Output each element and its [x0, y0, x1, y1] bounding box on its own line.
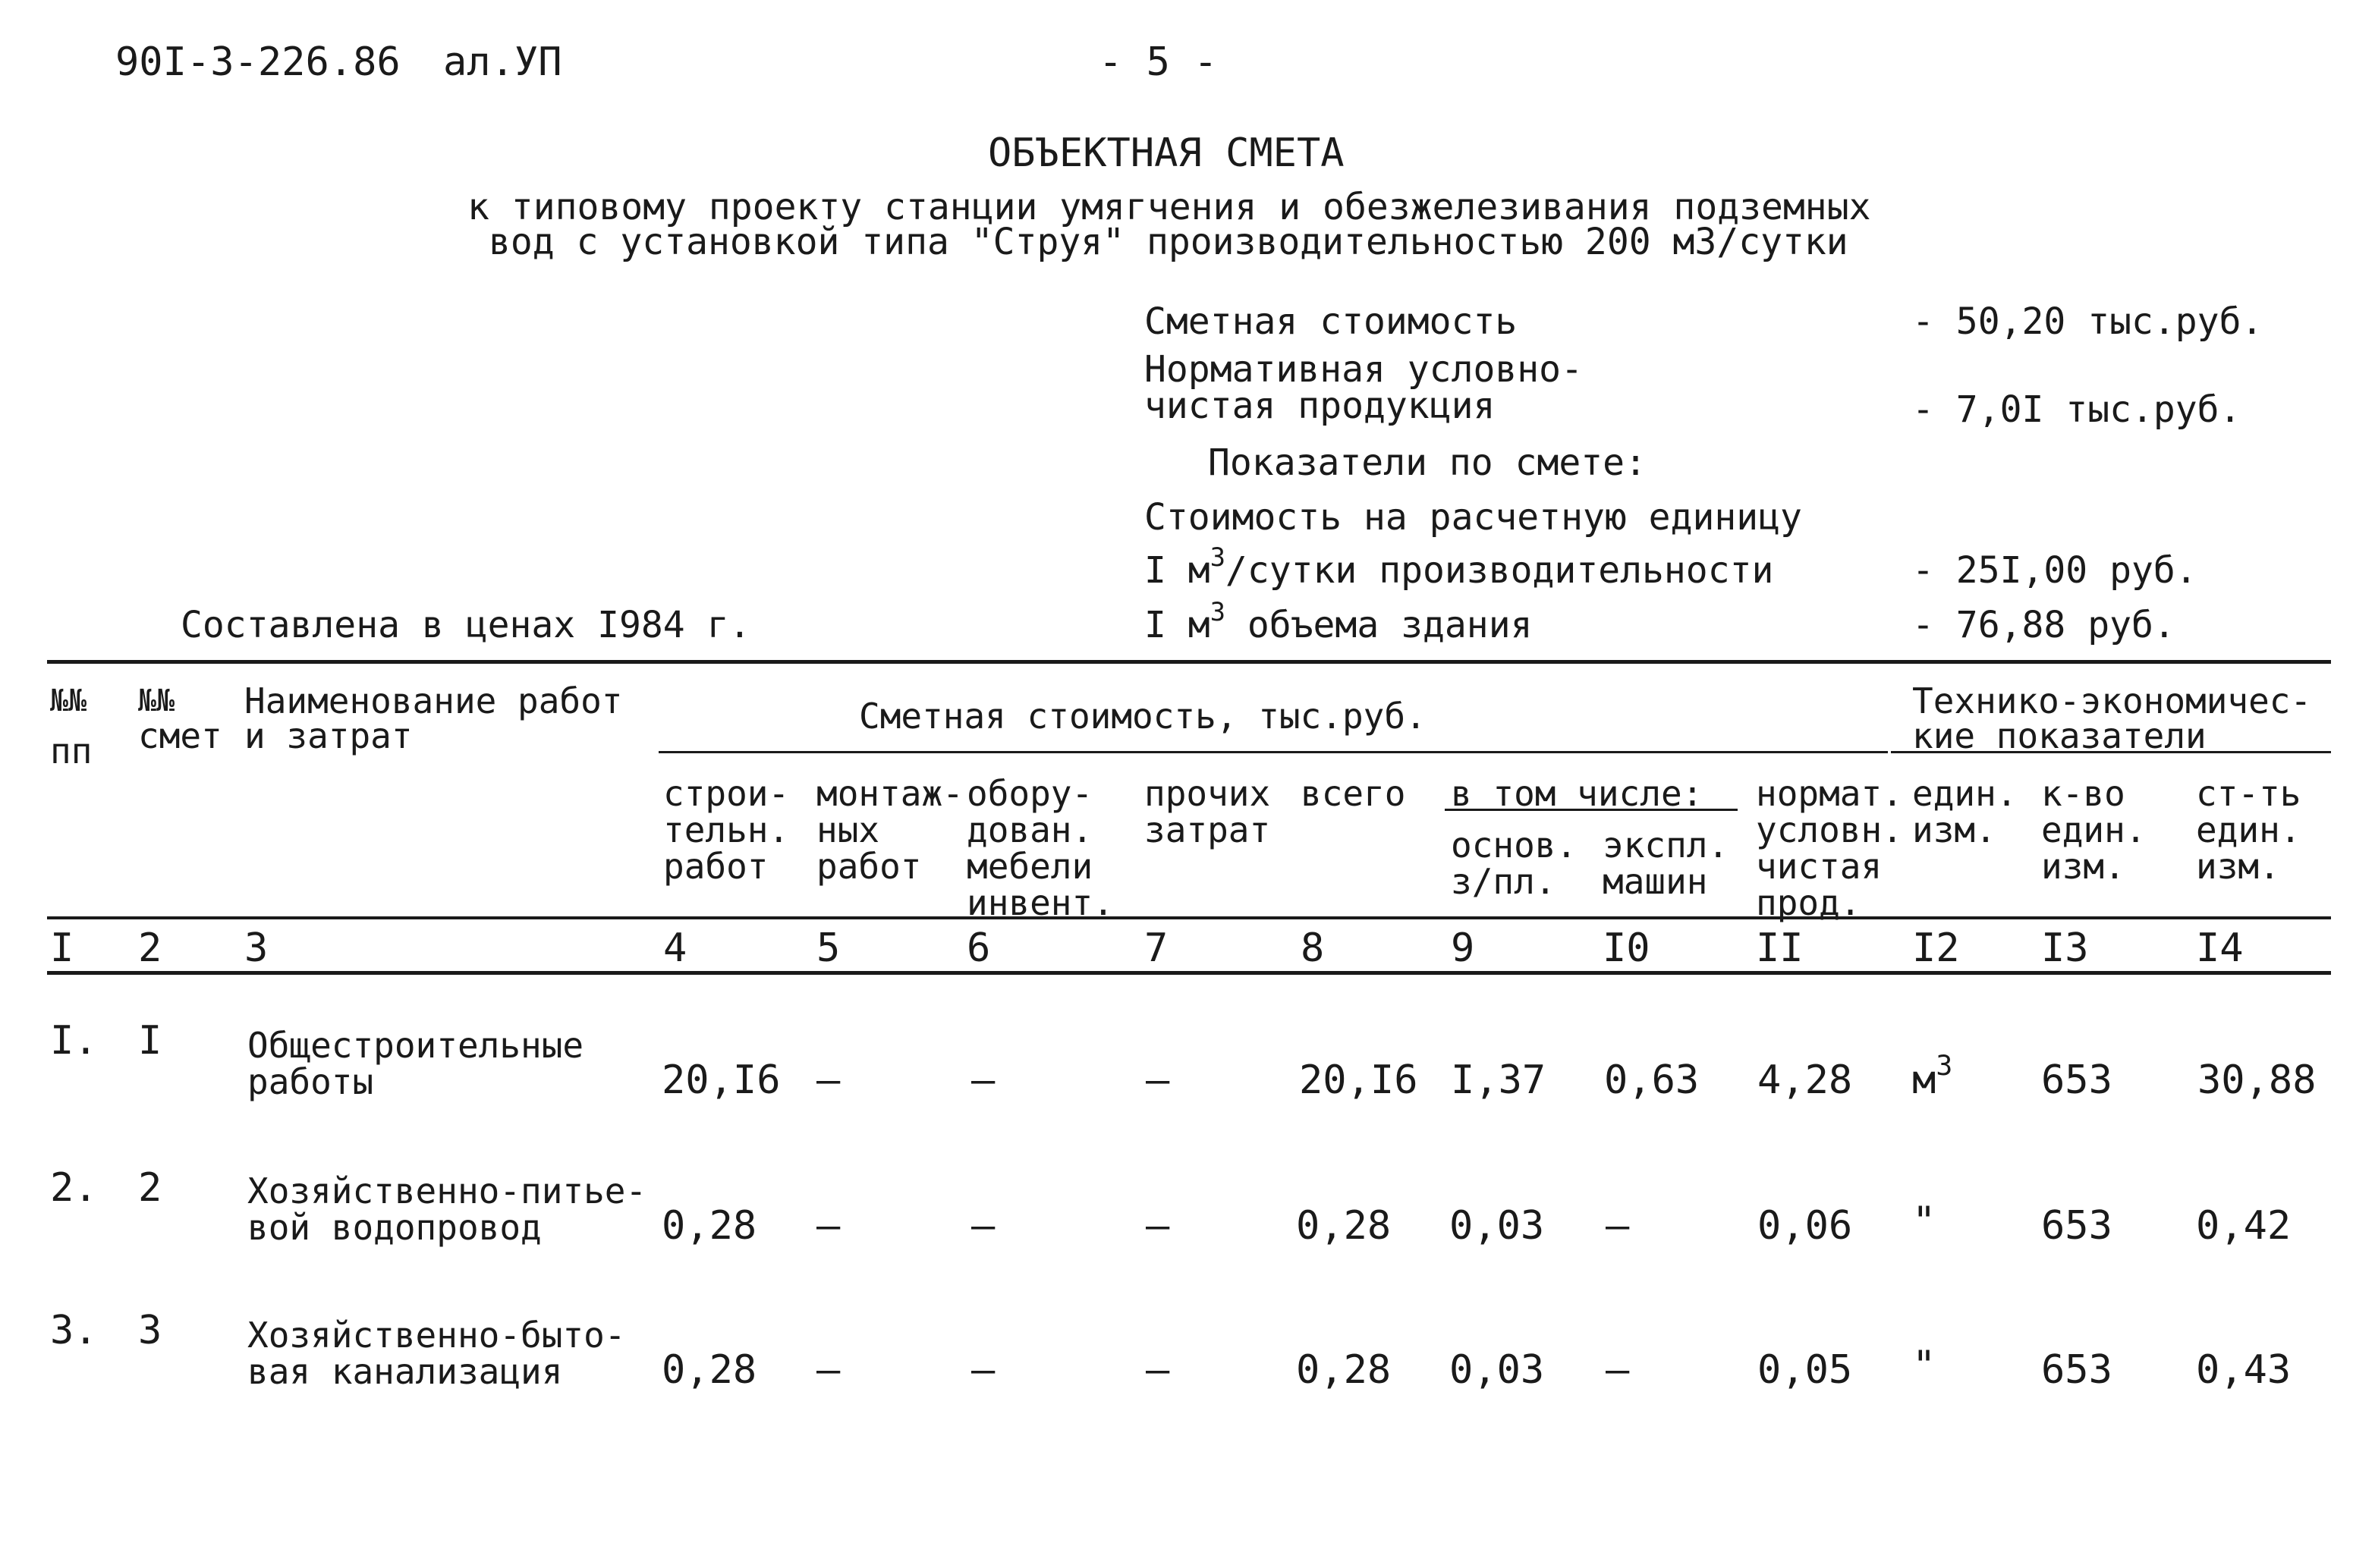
header-col8: всего	[1301, 773, 1406, 814]
document-code: 90I-3-226.86	[115, 39, 401, 85]
column-number-10: I0	[1603, 925, 1650, 971]
header-name-line-1: Наименование работ	[244, 680, 623, 721]
row-c12: $м^3$	[1912, 1049, 1953, 1103]
header-bottom-rule	[47, 916, 2331, 919]
cost-group-rule	[659, 751, 1888, 753]
row-c8: 0,28	[1296, 1347, 1392, 1393]
row-c13: 653	[2041, 1057, 2112, 1103]
header-col5: монтаж- ных работ	[816, 773, 964, 887]
normative-label-2: чистая продукция	[1144, 385, 1496, 427]
column-number-8: 8	[1301, 925, 1325, 971]
normative-label-1: Нормативная условно-	[1144, 348, 1583, 391]
per-m3-volume-value: - 76,88 руб.	[1912, 604, 2175, 646]
header-num-line-1: №№	[50, 683, 87, 718]
row-c14: 0,42	[2196, 1203, 2292, 1249]
row-c5: –	[816, 1203, 841, 1249]
row-number: 3.	[50, 1308, 98, 1353]
prices-note: Составлена в ценах I984 г.	[181, 604, 751, 646]
row-c5: –	[816, 1347, 841, 1393]
row-c13: 653	[2041, 1203, 2112, 1249]
header-col9: основ. з/пл.	[1451, 825, 1578, 902]
row-c10: –	[1606, 1347, 1630, 1393]
row-c4: 0,28	[662, 1347, 757, 1393]
header-col12: един. изм.	[1912, 773, 2018, 850]
header-col11: нормат. условн. чистая прод.	[1756, 773, 1903, 923]
row-c6: –	[971, 1057, 996, 1103]
page-number: - 5 -	[1099, 39, 1218, 85]
row-number: I.	[50, 1018, 98, 1064]
row-smeta: 2	[138, 1165, 162, 1211]
column-number-1: I	[50, 925, 74, 971]
row-c10: –	[1606, 1203, 1630, 1249]
column-number-4: 4	[663, 925, 687, 971]
column-number-9: 9	[1451, 925, 1475, 971]
column-number-5: 5	[816, 925, 841, 971]
column-number-12: I2	[1912, 925, 1960, 971]
per-m3-day-value: - 25I,00 руб.	[1912, 549, 2197, 592]
header-tech-group-line-1: Технико-экономичес-	[1912, 680, 2312, 721]
header-sub-group: в том числе:	[1451, 773, 1703, 814]
per-m3-volume-label: I $м^3$ объема здания	[1144, 596, 1533, 646]
header-col4: строи- тельн. работ	[663, 773, 790, 887]
row-number: 2.	[50, 1165, 98, 1211]
row-c4: 20,I6	[662, 1057, 781, 1103]
row-c7: –	[1146, 1203, 1170, 1249]
row-name: Общестроительные работы	[247, 1025, 584, 1102]
row-c10: 0,63	[1604, 1057, 1700, 1103]
row-c8: 0,28	[1296, 1203, 1392, 1249]
row-c5: –	[816, 1057, 841, 1103]
header-num-line-2: пп	[50, 731, 93, 771]
row-c7: –	[1146, 1347, 1170, 1393]
column-number-14: I4	[2196, 925, 2244, 971]
row-smeta: 3	[138, 1308, 162, 1353]
unit-cost-label: Стоимость на расчетную единицу	[1144, 496, 1802, 539]
column-number-11: II	[1756, 925, 1804, 971]
estimated-cost-label: Сметная стоимость	[1144, 300, 1518, 343]
header-col7: прочих затрат	[1144, 773, 1271, 850]
row-name: Хозяйственно-быто- вая канализация	[247, 1315, 626, 1392]
header-smeta-line-1: №№	[138, 683, 175, 718]
document-title: ОБЪЕКТНАЯ СМЕТА	[988, 130, 1345, 176]
row-c12: "	[1912, 1199, 1936, 1244]
column-number-2: 2	[138, 925, 162, 971]
row-name: Хозяйственно-питье- вой водопровод	[247, 1171, 647, 1248]
title-line-2: вод с установкой типа "Струя" производительностью 200 м3/сутки	[489, 221, 1848, 263]
column-number-6: 6	[967, 925, 991, 971]
table-top-rule	[47, 660, 2331, 664]
row-c11: 4,28	[1757, 1057, 1853, 1103]
column-numbers-rule	[47, 971, 2331, 975]
per-m3-day-label: I $м^3$/сутки производительности	[1144, 542, 1774, 592]
row-c12: "	[1912, 1343, 1936, 1388]
row-c14: 0,43	[2196, 1347, 2292, 1393]
normative-value: - 7,0I тыс.руб.	[1912, 388, 2241, 431]
row-c4: 0,28	[662, 1203, 757, 1249]
header-col6: обору- дован. мебели инвент.	[967, 773, 1114, 923]
header-col13: к-во един. изм.	[2041, 773, 2147, 887]
header-col10: экспл. машин	[1603, 825, 1729, 902]
row-c14: 30,88	[2197, 1057, 2317, 1103]
header-col14: ст-ть един. изм.	[2196, 773, 2301, 887]
column-number-7: 7	[1144, 925, 1169, 971]
row-c9: 0,03	[1449, 1203, 1545, 1249]
title-line-1: к типовому проекту станции умягчения и обезжелезивания подземных	[467, 186, 1871, 228]
header-name-line-2: и затрат	[244, 715, 413, 756]
row-c9: 0,03	[1449, 1347, 1545, 1393]
estimated-cost-value: - 50,20 тыс.руб.	[1912, 300, 2263, 343]
column-number-13: I3	[2041, 925, 2089, 971]
row-c9: I,37	[1451, 1057, 1546, 1103]
row-c6: –	[971, 1203, 996, 1249]
header-tech-group-line-2: кие показатели	[1912, 715, 2207, 756]
row-c13: 653	[2041, 1347, 2112, 1393]
header-smeta-line-2: смет	[138, 715, 222, 756]
row-c8: 20,I6	[1299, 1057, 1418, 1103]
row-c11: 0,06	[1757, 1203, 1853, 1249]
row-c11: 0,05	[1757, 1347, 1853, 1393]
header-cost-group: Сметная стоимость, тыс.руб.	[859, 696, 1427, 737]
column-number-3: 3	[244, 925, 269, 971]
album-label: ал.УП	[443, 39, 562, 85]
row-c7: –	[1146, 1057, 1170, 1103]
row-smeta: I	[138, 1018, 162, 1064]
indicators-label: Показатели по смете:	[1208, 441, 1647, 484]
row-c6: –	[971, 1347, 996, 1393]
